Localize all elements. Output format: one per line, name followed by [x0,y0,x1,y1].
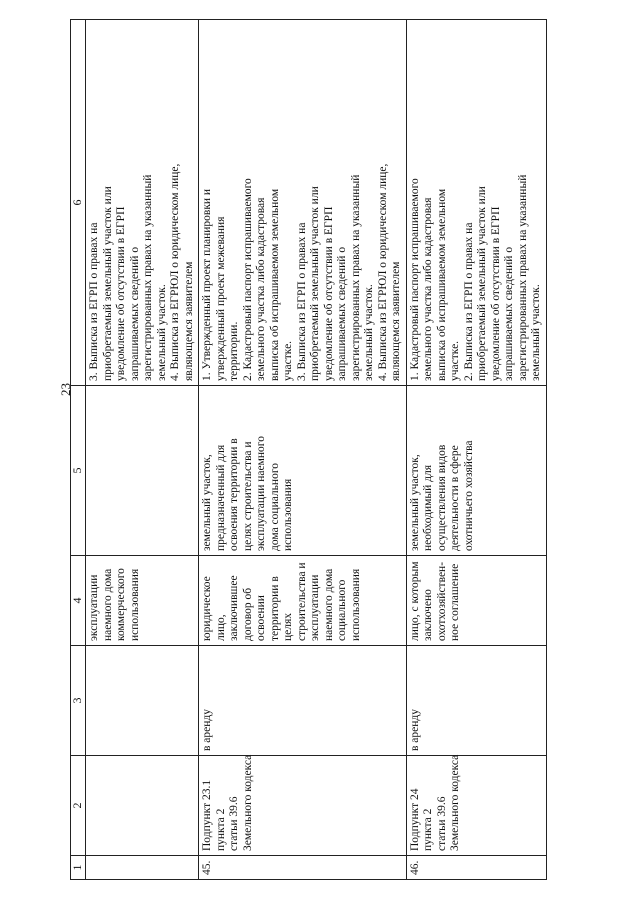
documents-cell-line: 1. Утвержденный проект планировки и [201,188,213,381]
table-row [406,20,546,880]
applicant-cell-line: территории в [268,576,281,641]
documents-cell-line: 4. Выписка из ЕГРЮЛ о юридическом лице, [376,163,389,381]
documents-cell-line: земельный участок. [363,284,375,381]
applicant-cell-line: эксплуатации [309,574,321,641]
documents-cell-line: территории. [228,321,240,381]
legal-basis-cell-line: статьи 39.6 [435,796,448,851]
legal-basis-cell-line: пункта 2 [422,808,434,851]
header-col-6: 6 [71,20,86,386]
land-plot-cell-line: использования [282,478,294,551]
applicant-cell-line: наемного дома [101,568,114,641]
documents-cell-line: являющемся заявителем [182,261,195,381]
applicant-cell-line: договор об [241,587,254,641]
documents-cell-line: зарегистрированных правах на указанный [349,174,362,381]
applicant-cell [199,556,407,646]
legal-basis-cell-line: Земельного кодекса [449,754,461,851]
documents-cell-line: приобретаемый земельный участок или [101,186,114,381]
documents-cell-line: участке. [449,340,461,381]
land-plot-cell-line: дома социального [268,463,281,551]
land-plot-cell-line: охотничьего хозяйства [462,440,475,551]
documents-cell [406,20,546,386]
documents-cell-line: выписка об испрашиваемом земельном [435,188,448,381]
applicant-cell-line: использования [349,568,362,641]
documents-cell-line: уведомление об отсутствии в ЕГРП [489,206,502,381]
land-plot-cell [199,386,407,556]
header-col-4: 4 [71,556,86,646]
table-row [86,20,199,880]
applicant-cell-line: заключено [422,589,434,641]
legal-basis-cell [199,756,407,856]
documents-cell-line: уведомление об отсутствии в ЕГРП [322,206,335,381]
row-number: 45. [199,856,407,880]
documents-cell-line: земельного участка либо кадастровая [255,197,267,381]
documents-cell-line: 2. Кадастровый паспорт испрашиваемого [241,178,254,381]
applicant-cell-line: коммерческого [115,568,127,641]
documents-cell-line: земельный участок. [155,284,168,381]
applicant-cell-line: заключившее [228,575,240,641]
applicant-cell-line: ное соглашение [449,563,461,641]
header-col-1: 1 [71,856,86,880]
legal-basis-cell-line: пункта 2 [214,808,227,851]
page-number: 23 [58,383,73,396]
applicant-cell-line: строительства и [295,562,308,641]
documents-cell-line: 2. Выписка из ЕГРП о правах на [462,222,475,381]
documents-cell-line: 1. Кадастровый паспорт испрашиваемого [408,178,421,381]
documents-table [70,19,547,880]
documents-cell-line: приобретаемый земельный участок или [309,186,321,381]
land-plot-cell-line: осуществления видов [435,444,448,551]
land-plot-cell-line: земельный участок, [408,454,421,551]
rotated-table-container [70,20,590,880]
applicant-cell-line: лицо, с которым [408,561,421,641]
documents-cell-line: запрашиваемых сведений о [128,246,141,381]
documents-cell-line: 3. Выписка из ЕГРП о правах на [295,222,308,381]
legal-basis-cell-line: Подпункт 24 [408,788,421,851]
land-plot-cell-line: освоения территории в [228,438,240,551]
documents-cell-line: выписка об испрашиваемом земельном [268,188,281,381]
land-plot-cell-line: земельный участок, [201,454,213,551]
documents-cell-line: утвержденный проект межевания [214,216,227,381]
land-plot-cell-line: необходимый для [422,464,434,551]
documents-cell-line: земельного участка либо кадастровая [422,197,434,381]
header-col-3: 3 [71,646,86,756]
documents-cell-line: зарегистрированных правах на указанный [516,174,529,381]
land-plot-cell [406,386,546,556]
legal-basis-cell-line: Земельного кодекса [241,754,254,851]
header-row [71,20,86,880]
grant-type-cell [86,646,199,756]
documents-cell-line: являющемся заявителем [390,261,402,381]
documents-cell-line: участке. [282,340,294,381]
row-number: 46. [406,856,546,880]
header-col-5: 5 [71,386,86,556]
applicant-cell [86,556,199,646]
legal-basis-cell-line: Подпункт 23.1 [201,779,213,851]
land-plot-cell-line: целях строительства и [241,441,254,551]
applicant-cell-line: использования [128,568,141,641]
applicant-cell-line: социального [336,579,348,641]
documents-cell-line: 3. Выписка из ЕГРП о правах на [88,222,100,381]
land-plot-cell [86,386,199,556]
legal-basis-cell [86,756,199,856]
land-plot-cell-line: предназначенный для [214,444,227,551]
documents-cell-line: запрашиваемых сведений о [336,246,348,381]
applicant-cell-line: охотхозяйствен- [435,561,448,641]
legal-basis-cell [406,756,546,856]
documents-cell-line: уведомление об отсутствии в ЕГРП [115,206,127,381]
land-plot-cell-line: эксплуатации наемного [255,436,267,551]
legal-basis-cell-line: статьи 39.6 [228,796,240,851]
documents-cell-line: запрашиваемых сведений о [503,246,515,381]
documents-cell [86,20,199,386]
table-row [199,20,407,880]
documents-cell-line: земельный участок. [530,284,542,381]
land-plot-cell-line: деятельности в сфере [449,445,461,551]
row-number [86,856,199,880]
applicant-cell-line: целях [282,612,294,641]
applicant-cell-line: юридическое [201,576,213,641]
grant-type-cell: в аренду [199,646,407,756]
applicant-cell [406,556,546,646]
applicant-cell-line: эксплуатации [88,574,100,641]
applicant-cell-line: наемного дома [322,568,335,641]
documents-cell-line: приобретаемый земельный участок или [476,186,488,381]
documents-cell [199,20,407,386]
documents-cell-line: 4. Выписка из ЕГРЮЛ о юридическом лице, [169,163,181,381]
applicant-cell-line: освоении [255,595,267,641]
grant-type-cell: в аренду [406,646,546,756]
header-col-2: 2 [71,756,86,856]
documents-cell-line: зарегистрированных правах на указанный [142,174,154,381]
applicant-cell-line: лицо, [214,614,227,641]
